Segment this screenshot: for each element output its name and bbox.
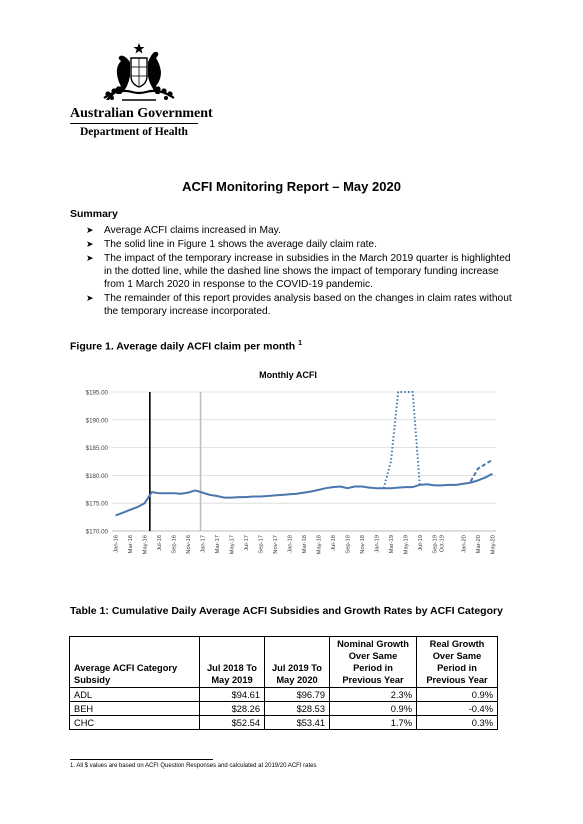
- arrow-bullet-icon: ➤: [86, 253, 94, 263]
- series-line-solid: [116, 474, 493, 516]
- x-tick-label: Jan-18: [287, 535, 294, 553]
- cell-value: $28.26: [200, 702, 265, 716]
- x-tick-label: Jul-17: [244, 535, 251, 551]
- cell-nominal: 2.3%: [330, 688, 417, 702]
- header-real-growth: Real Growth Over Same Period in Previous Year: [417, 637, 498, 688]
- x-tick-label: Jan-16: [113, 535, 120, 553]
- x-tick-label: Jul-19: [417, 535, 424, 551]
- cell-real: -0.4%: [417, 702, 498, 716]
- x-tick-label: May-20: [490, 535, 497, 555]
- monthly-acfi-chart: [70, 362, 510, 574]
- x-tick-label: Nov-16: [186, 535, 193, 554]
- y-tick-label: $185.00: [85, 445, 108, 453]
- x-tick-label: May-19: [403, 535, 410, 555]
- footnote-divider: [70, 759, 213, 760]
- x-tick-label: May-17: [229, 535, 236, 555]
- acfi-growth-table: [69, 636, 498, 730]
- x-tick-label: May-18: [316, 535, 323, 555]
- x-tick-label: Jul-16: [157, 535, 164, 551]
- arrow-bullet-icon: ➤: [86, 293, 94, 303]
- y-tick-label: $170.00: [85, 528, 108, 536]
- y-tick-label: $195.00: [85, 389, 108, 397]
- cell-category: ADL: [70, 688, 200, 702]
- x-tick-label: Sep-19: [432, 535, 439, 554]
- table-header-row: [70, 637, 498, 688]
- x-tick-label: Jan-19: [374, 535, 381, 553]
- table-caption: Table 1: Cumulative Daily Average ACFI Subsidies and Growth Rates by ACFI Category: [70, 605, 503, 617]
- cell-value: $96.79: [265, 688, 330, 702]
- summary-bullet: ➤ The impact of the temporary increase in subsidies in the March 2019 quarter is highlighted in the dotted line, while the dashed line shows the impact of temporary funding increase from 1 March 2020 in response to the COVID-19 pandemic.: [86, 253, 511, 290]
- y-tick-label: $190.00: [85, 417, 108, 425]
- summary-heading: Summary: [70, 208, 118, 220]
- table-row: [70, 688, 498, 702]
- summary-bullet: ➤ The solid line in Figure 1 shows the average daily claim rate.: [86, 239, 377, 250]
- summary-bullet-list: [86, 224, 516, 319]
- x-tick-label: Oct-19: [439, 535, 446, 553]
- x-tick-label: Jan-20: [461, 535, 468, 553]
- cell-nominal: 1.7%: [330, 716, 417, 730]
- table-row: [70, 702, 498, 716]
- cell-category: CHC: [70, 716, 200, 730]
- footnote: 1. All $ values are based on ACFI Question Responses and calculated at 2019/20 ACFI rates: [70, 763, 317, 769]
- x-tick-label: Mar-18: [302, 535, 308, 554]
- department-name: Department of Health: [80, 126, 188, 138]
- report-title: ACFI Monitoring Report – May 2020: [182, 179, 401, 194]
- x-tick-label: Sep-18: [345, 535, 352, 554]
- summary-bullet: ➤ Average ACFI claims increased in May.: [86, 225, 281, 236]
- coat-of-arms-logo: [100, 42, 178, 104]
- table-row: [70, 716, 498, 730]
- cell-nominal: 0.9%: [330, 702, 417, 716]
- x-tick-label: Sep-17: [258, 535, 265, 554]
- cell-real: 0.3%: [417, 716, 498, 730]
- header-jul2019-may2020: Jul 2019 To May 2020: [265, 637, 330, 688]
- arrow-bullet-icon: ➤: [86, 225, 94, 235]
- x-tick-label: Sep-16: [171, 535, 178, 554]
- cell-value: $53.41: [265, 716, 330, 730]
- header-jul2018-may2019: Jul 2018 To May 2019: [200, 637, 265, 688]
- x-tick-label: Nov-17: [273, 535, 280, 554]
- x-tick-label: Mar-16: [128, 535, 135, 554]
- figure-caption: Figure 1. Average daily ACFI claim per month $^1$: [70, 340, 303, 353]
- x-tick-label: Nov-18: [359, 535, 366, 554]
- footnote-reference: 1: [298, 340, 303, 347]
- cell-real: 0.9%: [417, 688, 498, 702]
- chart-title: Monthly ACFI: [259, 370, 317, 380]
- x-tick-label: May-16: [142, 535, 149, 555]
- cell-value: $94.61: [200, 688, 265, 702]
- government-name: Australian Government: [70, 106, 213, 121]
- cell-value: $28.53: [265, 702, 330, 716]
- x-tick-label: Mar-19: [388, 535, 395, 554]
- y-tick-label: $180.00: [85, 472, 108, 480]
- x-tick-label: Jan-17: [200, 535, 207, 553]
- y-tick-label: $175.00: [85, 500, 108, 508]
- x-tick-label: Mar-17: [215, 535, 222, 554]
- arrow-bullet-icon: ➤: [86, 239, 94, 249]
- x-tick-label: Mar-20: [475, 535, 482, 554]
- series-line-dotted: [384, 392, 420, 488]
- header-category: Average ACFI Category Subsidy: [70, 637, 200, 688]
- header-nominal-growth: Nominal Growth Over Same Period in Previous Year: [330, 637, 417, 688]
- summary-bullet: ➤ The remainder of this report provides analysis based on the changes in claim rates without the temporary increase incorporated.: [86, 293, 512, 317]
- cell-value: $52.54: [200, 716, 265, 730]
- x-tick-label: Jul-18: [330, 535, 337, 551]
- header-divider: [70, 123, 198, 124]
- cell-category: BEH: [70, 702, 200, 716]
